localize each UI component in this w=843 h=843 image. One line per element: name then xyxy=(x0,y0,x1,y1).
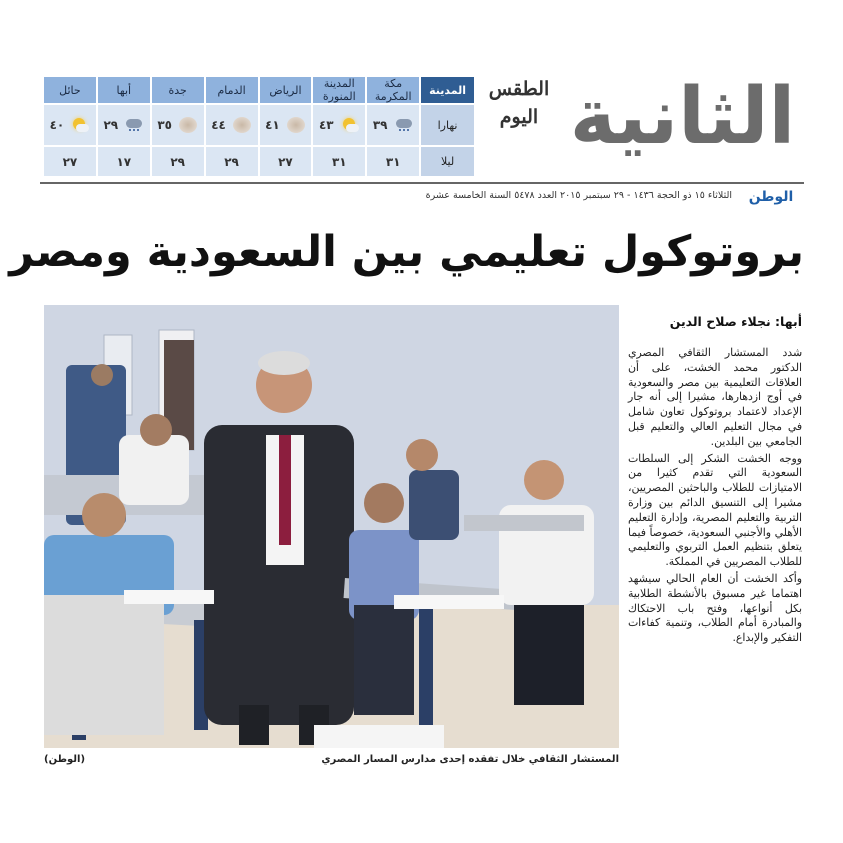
city-name: حائل xyxy=(43,77,97,104)
dust-icon xyxy=(286,117,306,133)
dateline: الثلاثاء ١٥ ذو الحجة ١٤٣٦ - ٢٩ سبتمبر ٢٠١٥ العدد ٥٤٧٨ السنة الخامسة عشرة xyxy=(425,190,732,201)
city-name: جدة xyxy=(151,77,205,104)
dust-icon xyxy=(178,117,198,133)
article-paragraph: ووجه الخشت الشكر إلى السلطات السعودية التي تقدم كثيرا من الامتيازات للطلاب والباحثين المصريين، مشيرا إلى التنسيق الدائم بين وزارة التربية والتعليم المصرية، وإدارة التعليم الأهلي والأجنبي السعودية، خصوصاً فيما يتعلق بتنظيم العمل التربوي والتعليمي للطلاب المصريين في المملكة. xyxy=(628,451,802,569)
article-photo xyxy=(44,305,619,748)
masthead-rule xyxy=(40,182,804,184)
night-temp: ٢٧ xyxy=(62,154,78,169)
sun-cloud-icon xyxy=(340,117,360,133)
rain-cloud-icon xyxy=(394,117,414,133)
city-name: المدينة المنورة xyxy=(312,77,366,104)
photo-credit: (الوطن) xyxy=(44,754,86,765)
city-name: مكة المكرمة xyxy=(366,77,420,104)
city-name: الرياض xyxy=(259,77,313,104)
night-temp: ٣١ xyxy=(331,154,347,169)
newspaper-logo: الوطن xyxy=(748,189,794,205)
section-title: الثانية xyxy=(569,72,796,162)
rain-cloud-icon xyxy=(124,117,144,133)
day-temp: ٤٠ xyxy=(49,118,65,132)
night-temp: ٣١ xyxy=(385,154,401,169)
night-temp: ٢٩ xyxy=(224,154,239,169)
weather-title xyxy=(484,75,554,131)
dust-icon xyxy=(232,117,252,133)
day-label: نهارا xyxy=(420,104,474,146)
night-temp: ٢٧ xyxy=(278,154,293,169)
day-temp: ٢٩ xyxy=(103,118,119,132)
article-headline: بروتوكول تعليمي بين السعودية ومصر xyxy=(9,227,804,277)
day-temp: ٣٩ xyxy=(372,118,388,132)
weather-title-line2: اليوم xyxy=(499,106,539,128)
night-temp: ١٧ xyxy=(116,154,132,169)
article-body xyxy=(628,346,802,648)
sun-cloud-icon xyxy=(70,117,90,133)
weather-title-line1: الطقس xyxy=(488,78,550,100)
article-byline: أبها: نجلاء صلاح الدين xyxy=(669,314,802,329)
weather-table xyxy=(42,77,474,170)
weather-day-row xyxy=(43,104,474,146)
day-temp: ٤٣ xyxy=(318,118,334,132)
night-temp: ٢٩ xyxy=(170,154,186,169)
city-name: أبها xyxy=(97,77,151,104)
weather-city-header: المدينة xyxy=(420,77,474,104)
city-name: الدمام xyxy=(205,77,259,104)
night-label: ليلا xyxy=(420,146,474,176)
photo-caption-text: المستشار الثقافي خلال تفقده إحدى مدارس المسار المصري xyxy=(321,754,619,765)
article-paragraph: وأكد الخشت أن العام الحالي سيشهد اهتماما غير مسبوق بالأنشطة الطلابية بكل أنواعها، وفتح باب الاحتكاك والمبادرة أمام الطلاب، وتنمية كفاءات التفكير والإبداع. xyxy=(628,571,802,645)
article-paragraph: شدد المستشار الثقافي المصري الدكتور محمد الخشت، على أن العلاقات التعليمية بين مصر والسعودية في أوج ازدهارها، مشيرا إلى أنه جار الإعداد لاعتماد بروتوكول تعاون شامل في مجال التعليم العالي والتعليم قبل الجامعي بين البلدين. xyxy=(628,346,802,448)
day-temp: ٤٤ xyxy=(211,118,226,132)
weather-header-row xyxy=(43,77,474,104)
day-temp: ٣٥ xyxy=(157,118,173,132)
weather-night-row xyxy=(43,146,474,176)
day-temp: ٤١ xyxy=(265,118,280,132)
